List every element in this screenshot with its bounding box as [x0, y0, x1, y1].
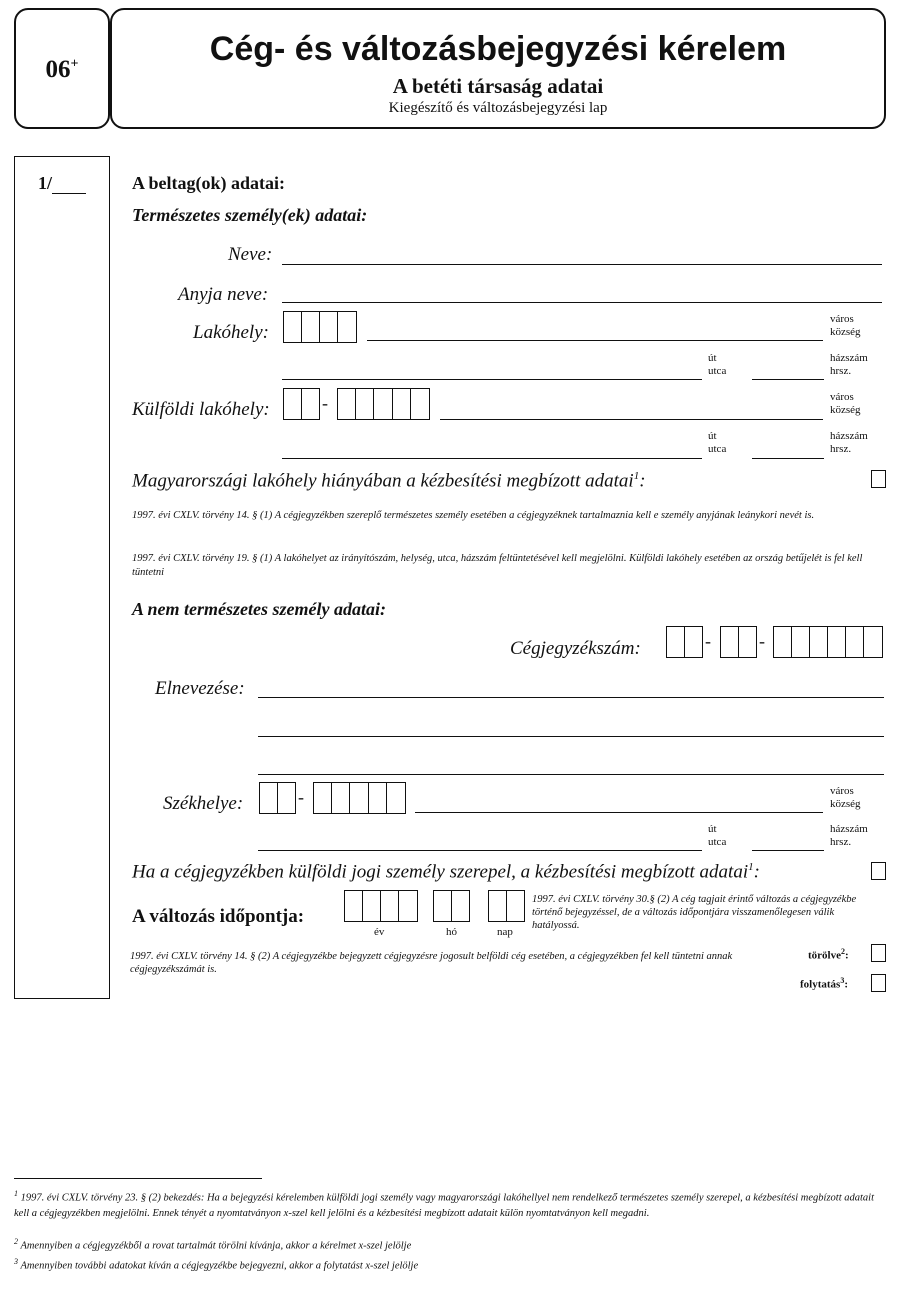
foreign-postcode-boxes[interactable] — [337, 388, 430, 420]
regno-type-boxes[interactable] — [720, 626, 757, 658]
month-label: hó — [446, 926, 457, 938]
continuation-checkbox[interactable] — [871, 974, 886, 992]
country-code-boxes[interactable] — [283, 388, 320, 420]
year-label: év — [374, 926, 385, 938]
dash: - — [705, 631, 711, 651]
legal-entity-heading: A nem természetes személy adatai: — [132, 599, 386, 619]
mother-name-label: Anyja neve: — [178, 284, 269, 305]
form-code: 06+ — [45, 56, 79, 83]
house-number-field[interactable] — [752, 379, 824, 380]
foreign-residence-label: Külföldi lakóhely: — [132, 399, 270, 420]
city-label: város község — [830, 313, 861, 338]
seat-house-number-field[interactable] — [752, 850, 824, 851]
footnote-1: $^1$ 1997. évi CXLV. törvény 23. § (2) bekezdés: Ha a bejegyzési kérelemben külföldi jogi személy vagy magyarországi lakóhellyel nem rendelkező természetes személy szerepel, a kézbesítési megbízott adatait kell a cégjegyzékben megjelölni. Ennek tényét a nyomtatványon x-szel kell jelölni és a kézbesítési megbízott adatait külön nyomtatványon kell megadni. — [14, 1189, 875, 1219]
form-subtitle: A betéti társaság adatai — [392, 74, 604, 98]
mother-name-field[interactable] — [282, 302, 882, 303]
dash: - — [759, 631, 765, 651]
foreign-entity-agent-checkbox[interactable] — [871, 862, 886, 880]
name-field[interactable] — [282, 264, 882, 265]
sheet-number-field[interactable] — [52, 193, 86, 194]
house-number-label: házszám hrsz. — [830, 352, 868, 377]
foreign-city-field[interactable] — [440, 419, 823, 420]
foreign-street-field[interactable] — [282, 458, 702, 459]
residence-label: Lakóhely: — [193, 322, 269, 343]
seat-street-field[interactable] — [258, 850, 702, 851]
foreign-entity-agent-label: Ha a cégjegyzékben külföldi jogi személy szerepel, a kézbesítési megbízott adatai$^1$: — [132, 861, 760, 883]
postcode-boxes[interactable] — [283, 311, 357, 343]
seat-country-boxes[interactable] — [259, 782, 296, 814]
seat-postcode-boxes[interactable] — [313, 782, 406, 814]
company-regno-label: Cégjegyzékszám: — [510, 638, 641, 659]
street-label: út utca — [708, 352, 727, 377]
legal-note-19: 1997. évi CXLV. törvény 19. § (1) A lakóhelyet az irányítószám, helység, utca, házszám feltüntetésével kell megjelölni. Külföldi lakóhely esetében az ország betűjelét is fel kell tüntetni — [132, 553, 863, 578]
day-label: nap — [497, 926, 513, 938]
foreign-street-label: út utca — [708, 430, 727, 455]
change-month-boxes[interactable] — [433, 890, 470, 922]
footnote-3: $^3$ Amennyiben további adatokat kíván a cégjegyzékbe bejegyezni, akkor a folytatást x-szel jelölje — [14, 1257, 419, 1272]
change-date-label: A változás időpontja: — [132, 906, 305, 927]
seat-label: Székhelye: — [163, 793, 244, 814]
seat-city-label: város község — [830, 785, 861, 810]
dash: - — [322, 393, 328, 413]
change-year-boxes[interactable] — [344, 890, 418, 922]
foreign-house-number-label: házszám hrsz. — [830, 430, 868, 455]
entity-name-label: Elnevezése: — [155, 678, 245, 699]
entity-name-field-3[interactable] — [258, 774, 884, 775]
entity-name-field-1[interactable] — [258, 697, 884, 698]
legal-note-14: 1997. évi CXLV. törvény 14. § (1) A cégjegyzékben szereplő természetes személy esetében a cégjegyzéknek tartalmaznia kell e személy anyjának leánykori nevét is. — [132, 510, 815, 521]
footnote-divider — [14, 1178, 262, 1179]
foreign-house-number-field[interactable] — [752, 458, 824, 459]
seat-street-label: út utca — [708, 823, 727, 848]
change-day-boxes[interactable] — [488, 890, 525, 922]
natural-person-heading: Természetes személy(ek) adatai: — [132, 205, 368, 225]
city-field[interactable] — [367, 340, 823, 341]
seat-city-field[interactable] — [415, 812, 823, 813]
legal-note-14-2: 1997. évi CXLV. törvény 14. § (2) A cégjegyzékbe bejegyzett cégjegyzésre jogosult belföldi cég esetében, a cégjegyzékben fel kell tüntetni annak cégjegyzékszámát is. — [130, 951, 733, 975]
footnote-2: $^2$ Amennyiben a cégjegyzékből a rovat tartalmát törölni kívánja, akkor a kérelmet x-szel jelölje — [14, 1237, 412, 1252]
street-field[interactable] — [282, 379, 702, 380]
regno-number-boxes[interactable] — [773, 626, 883, 658]
dash: - — [298, 787, 304, 807]
form-sheet-type: Kiegészítő és változásbejegyzési lap — [388, 100, 608, 116]
form-title: Cég- és változásbejegyzési kérelem — [209, 30, 787, 68]
sheet-number: 1/ — [14, 173, 110, 194]
seat-house-number-label: házszám hrsz. — [830, 823, 868, 848]
regno-court-boxes[interactable] — [666, 626, 703, 658]
deleted-label: törölve$^2$: — [808, 947, 849, 962]
delivery-agent-checkbox[interactable] — [871, 470, 886, 488]
side-column — [14, 156, 110, 999]
entity-name-field-2[interactable] — [258, 736, 884, 737]
delivery-agent-label: Magyarországi lakóhely hiányában a kézbesítési megbízott adatai$^1$: — [132, 470, 646, 492]
deleted-checkbox[interactable] — [871, 944, 886, 962]
foreign-city-label: város község — [830, 391, 861, 416]
continuation-label: folytatás$^3$: — [800, 976, 848, 991]
legal-note-30: 1997. évi CXLV. törvény 30.§ (2) A cég tagjait érintő változás a cégjegyzékbe történő bejegyzéssel, de a változás időpontjára visszamenőlegesen válik hatályossá. — [532, 894, 857, 931]
name-label: Neve: — [228, 244, 273, 265]
section-heading-partners: A beltag(ok) adatai: — [132, 173, 285, 193]
